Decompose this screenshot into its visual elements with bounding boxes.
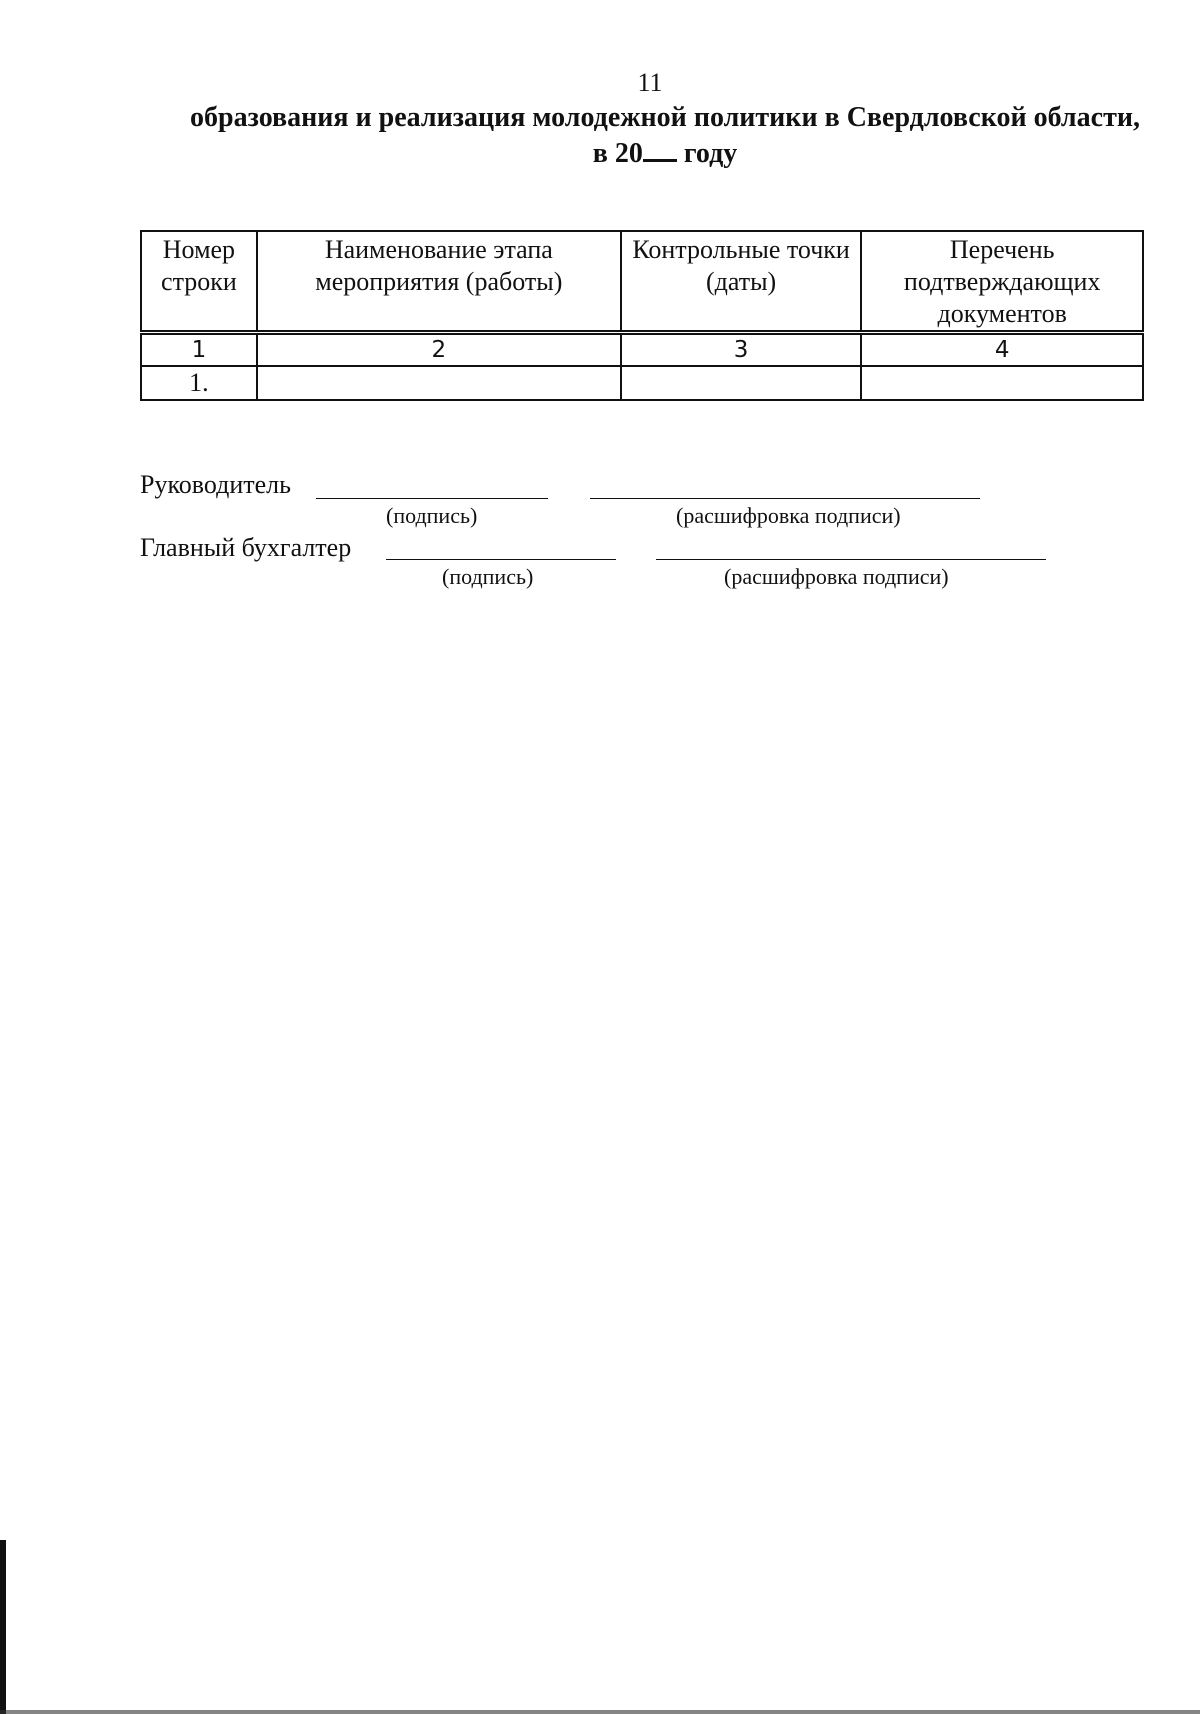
scan-edge-mark (0, 1540, 6, 1714)
table-header-row (141, 231, 1143, 333)
header-row-number: Номер строки (141, 231, 257, 333)
director-signature-caption: (подпись) (386, 503, 478, 528)
accountant-signature-caption: (подпись) (442, 564, 534, 589)
title-line-2 (130, 136, 1200, 172)
director-decoding-line (590, 498, 980, 499)
year-prefix: в 20 (592, 138, 643, 169)
scan-bottom-edge (0, 1710, 1200, 1714)
column-number: 3 (621, 333, 862, 367)
header-documents-list: Перечень подтверждающих документов (861, 231, 1143, 333)
header-control-points: Контрольные точки (даты) (621, 231, 862, 333)
table-cell-stage-name (257, 366, 621, 400)
column-number: 2 (257, 333, 621, 367)
column-number: 1 (141, 333, 257, 367)
accountant-decoding-caption: (расшифровка подписи) (724, 564, 949, 589)
director-decoding-caption: (расшифровка подписи) (676, 503, 901, 528)
column-number: 4 (861, 333, 1143, 367)
table-cell-row-number: 1. (141, 366, 257, 400)
table-cell-documents (861, 366, 1143, 400)
document-title (130, 100, 1200, 172)
header-stage-name: Наименование этапа мероприятия (работы) (257, 231, 621, 333)
title-line-1: образования и реализация молодежной политики в Свердловской области, (190, 102, 1140, 133)
year-suffix: году (676, 138, 738, 169)
accountant-signature-line (386, 559, 616, 560)
table-cell-control-points (621, 366, 862, 400)
column-numbers-row (141, 333, 1143, 367)
director-signature-line (316, 498, 548, 499)
accountant-label: Главный бухгалтер (140, 533, 352, 562)
director-label: Руководитель (140, 470, 291, 499)
table-row (141, 366, 1143, 400)
accountant-decoding-line (656, 559, 1046, 560)
year-blank-field (643, 137, 677, 162)
page-number: 11 (637, 68, 663, 97)
stages-table (140, 230, 1144, 401)
